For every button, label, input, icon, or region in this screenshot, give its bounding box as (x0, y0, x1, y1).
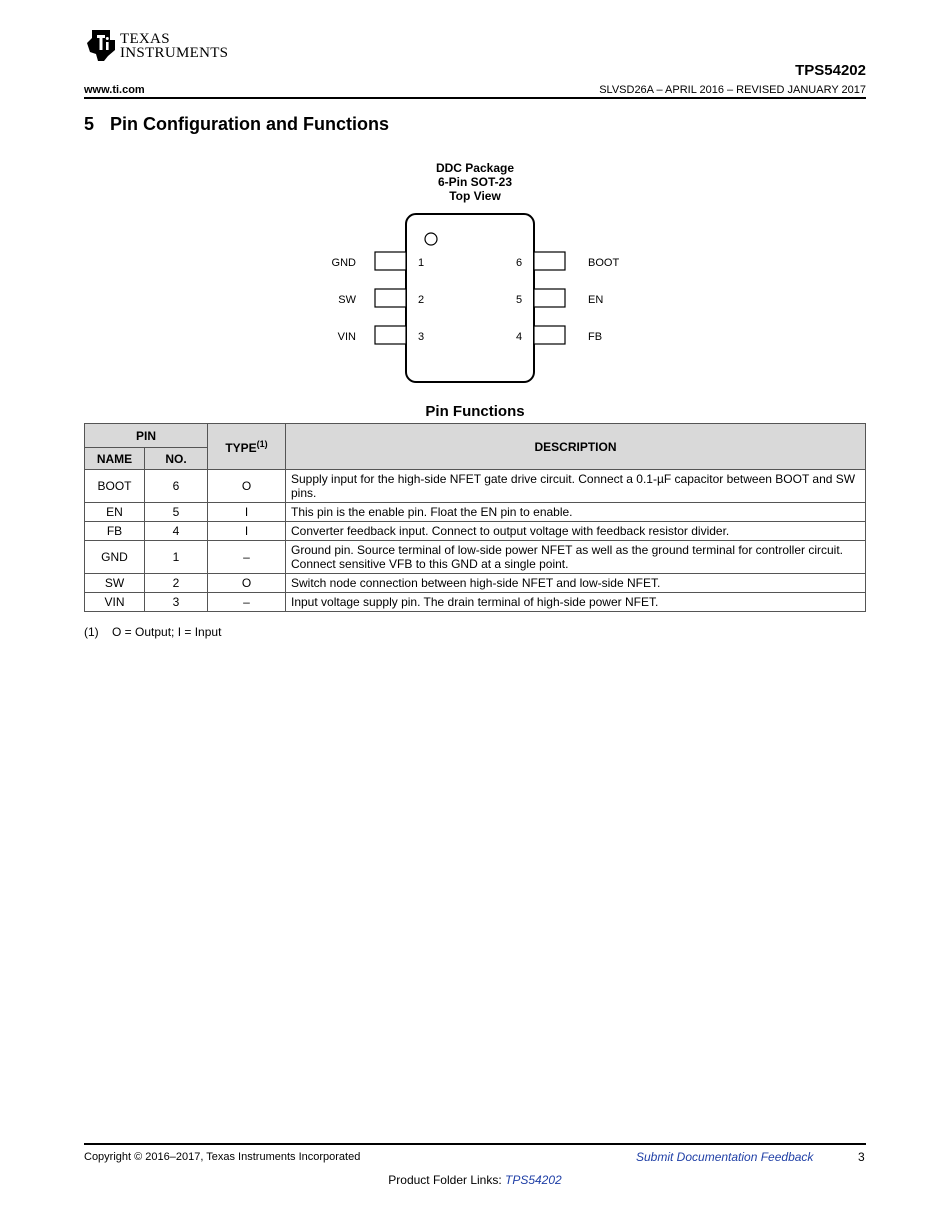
cell-description: Ground pin. Source terminal of low-side power NFET as well as the ground terminal for controller circuit. Connect sensitive VFB to this GND at a single point. (286, 541, 866, 574)
cell-name: GND (85, 541, 145, 574)
pin-name-boot: BOOT (588, 257, 620, 269)
ti-logo-icon (84, 28, 118, 62)
cell-type: – (208, 593, 286, 612)
package-outline-diagram (370, 210, 570, 390)
cell-description: Supply input for the high-side NFET gate drive circuit. Connect a 0.1-µF capacitor between BOOT and SW pins. (286, 470, 866, 503)
pin-name-fb: FB (588, 331, 603, 343)
logo-text-instruments: INSTRUMENTS (120, 45, 229, 61)
footnote-text: O = Output; I = Input (112, 625, 222, 639)
cell-no: 3 (145, 593, 208, 612)
document-revision: SLVSD26A – APRIL 2016 – REVISED JANUARY 2017 (599, 84, 866, 96)
site-url-link[interactable]: www.ti.com (84, 84, 145, 96)
pin-pad-1 (375, 252, 406, 270)
cell-type: O (208, 574, 286, 593)
section-title-text: Pin Configuration and Functions (110, 114, 389, 134)
pin-functions-table (84, 423, 866, 612)
table-row (85, 522, 866, 541)
package-name: DDC Package (435, 161, 515, 175)
pin-number-1: 1 (418, 257, 425, 269)
pin1-marker (425, 233, 437, 245)
page-number: 3 (858, 1150, 865, 1164)
cell-no: 1 (145, 541, 208, 574)
cell-no: 5 (145, 503, 208, 522)
cell-no: 2 (145, 574, 208, 593)
cell-name: FB (85, 522, 145, 541)
pin-number-4: 4 (516, 331, 523, 343)
pin-pad-3 (375, 326, 406, 344)
cell-description: Input voltage supply pin. The drain terminal of high-side power NFET. (286, 593, 866, 612)
package-caption (375, 161, 575, 203)
pin-pad-4 (534, 326, 565, 344)
pin-name-vin: VIN (337, 331, 356, 343)
pin-pad-5 (534, 289, 565, 307)
header-pin: PIN (85, 424, 208, 448)
table-footnote (84, 625, 221, 639)
header-no: NO. (145, 448, 208, 470)
ti-logo (84, 28, 234, 64)
cell-name: EN (85, 503, 145, 522)
cell-type: I (208, 503, 286, 522)
submit-feedback-link[interactable]: Submit Documentation Feedback (636, 1150, 814, 1164)
copyright-text: Copyright © 2016–2017, Texas Instruments Incorporated (84, 1151, 361, 1163)
pin-number-2: 2 (418, 294, 425, 306)
cell-no: 4 (145, 522, 208, 541)
table-row (85, 574, 866, 593)
product-folder-links (0, 1173, 950, 1187)
header-description: DESCRIPTION (286, 424, 866, 470)
header-type-text: TYPE (225, 440, 257, 455)
product-folder-label: Product Folder Links: (388, 1173, 505, 1187)
header-type (208, 424, 286, 470)
header-divider (84, 97, 866, 99)
cell-description: This pin is the enable pin. Float the EN pin to enable. (286, 503, 866, 522)
cell-description: Switch node connection between high-side NFET and low-side NFET. (286, 574, 866, 593)
pin-name-gnd: GND (331, 257, 356, 269)
package-pin-count: 6-Pin SOT-23 (437, 175, 513, 189)
cell-name: SW (85, 574, 145, 593)
pin-pad-6 (534, 252, 565, 270)
logo-text-texas: TEXAS (120, 31, 170, 47)
pin-number-5: 5 (516, 294, 523, 306)
section-number: 5 (84, 114, 95, 134)
product-folder-link[interactable]: TPS54202 (505, 1173, 562, 1187)
cell-type: O (208, 470, 286, 503)
cell-name: VIN (85, 593, 145, 612)
table-row (85, 541, 866, 574)
pin-pad-2 (375, 289, 406, 307)
table-row (85, 503, 866, 522)
pin-number-3: 3 (418, 331, 425, 343)
footer-divider (84, 1143, 866, 1145)
header-name: NAME (85, 448, 145, 470)
table-row (85, 470, 866, 503)
cell-description: Converter feedback input. Connect to output voltage with feedback resistor divider. (286, 522, 866, 541)
table-row (85, 593, 866, 612)
cell-name: BOOT (85, 470, 145, 503)
part-number: TPS54202 (795, 62, 866, 79)
table-title: Pin Functions (425, 403, 525, 420)
package-view: Top View (449, 189, 501, 203)
pin-name-sw: SW (338, 294, 356, 306)
cell-type: – (208, 541, 286, 574)
pin-name-en: EN (588, 294, 604, 306)
header-type-footnote: (1) (256, 438, 268, 449)
cell-no: 6 (145, 470, 208, 503)
cell-type: I (208, 522, 286, 541)
section-title (84, 114, 389, 135)
pin-number-6: 6 (516, 257, 523, 269)
footnote-number: (1) (84, 625, 99, 639)
